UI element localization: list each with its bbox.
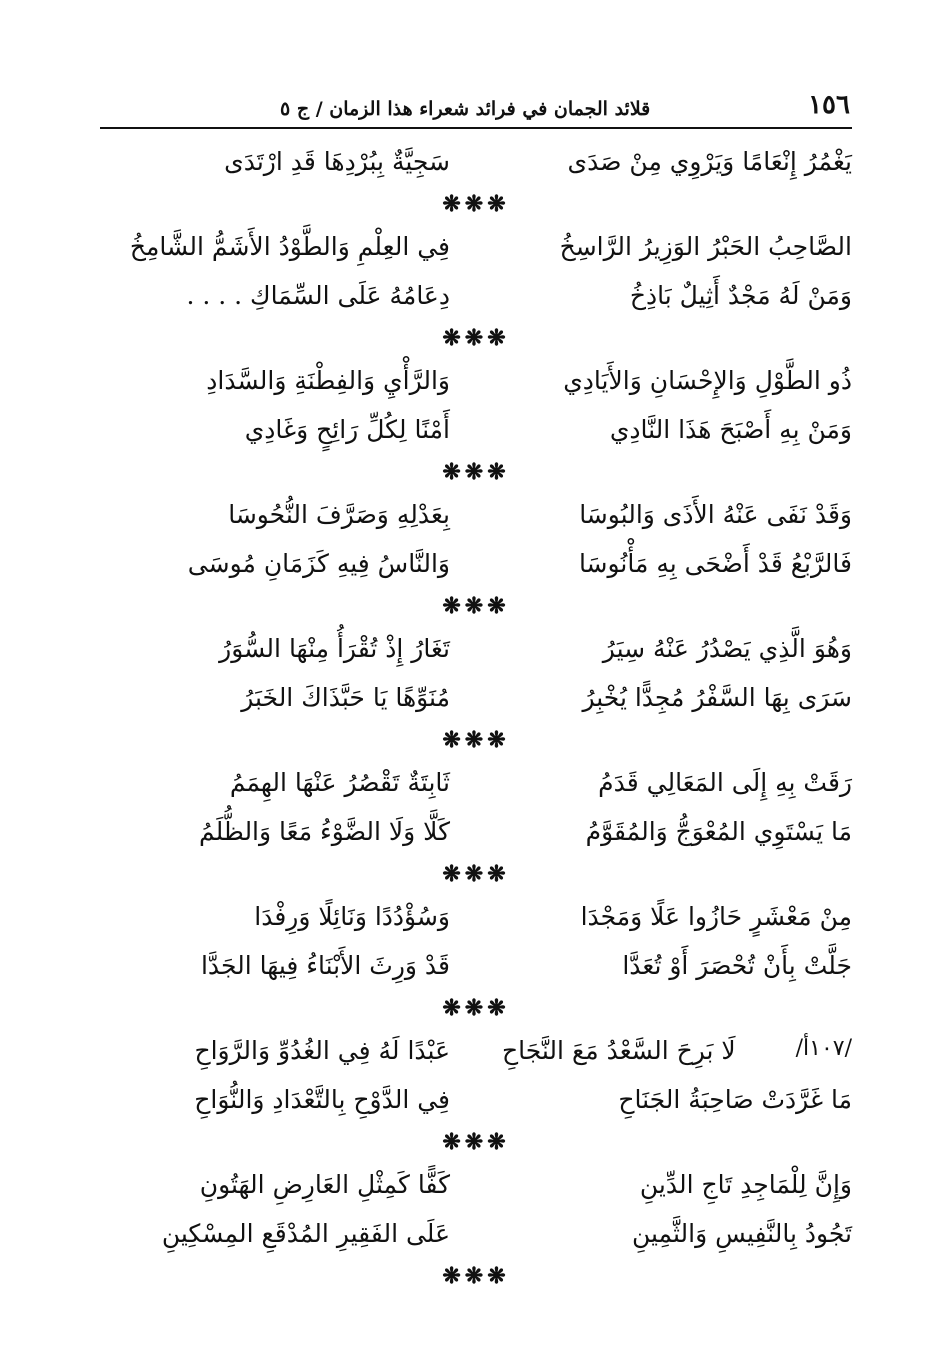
hemistich-text: سَجِيَّةٌ بِبُرْدِهَا قَدِ ارْتَدَى [224, 147, 450, 176]
stanza-separator: ❋❋❋ [442, 459, 510, 485]
stanza [100, 1026, 852, 1124]
hemistich-text: فَالرَّبْعُ قَدْ أَضْحَى بِهِ مَأْنُوسَا [578, 549, 852, 578]
hemistich-text: أَمْنًا لِكُلِّ رَائِحٍ وَغَادِي [244, 415, 450, 444]
first-hemistich [502, 1221, 852, 1246]
hemistich-text: وَمَنْ لَهُ مَجْدٌ أَثِيلٌ بَاذِخُ [629, 281, 852, 310]
verse-line [100, 490, 852, 539]
hemistich-text: جَلَّتْ بِأَنْ تُحْصَرَ أَوْ تُعَدَّا [622, 951, 852, 980]
hemistich-text: بِعَدْلِهِ وَصَرَّفَ النُّحُوسَا [228, 500, 450, 529]
second-hemistich [100, 417, 450, 442]
second-hemistich [100, 502, 450, 527]
hemistich-text: تَغَارُ إِذْ تُقْرَأُ مِنْهَا السُّوَرُ [219, 634, 450, 663]
stanza-separator: ❋❋❋ [442, 593, 510, 619]
stanza [100, 624, 852, 722]
second-hemistich [100, 770, 450, 795]
hemistich-text: مِنْ مَعْشَرٍ حَازُوا عَلًا وَمَجْدَا [580, 902, 852, 931]
second-hemistich [100, 685, 450, 710]
hemistich-text: وَالرَّأْيِ وَالفِطْنَةِ وَالسَّدَادِ [206, 366, 450, 395]
hemistich-text: فِي العِلْمِ وَالطَّوْدُ الأَشَمُّ الشَّامِخُ [129, 232, 450, 261]
hemistich-text: مُنَوِّهًا يَا حَبَّذَاكَ الخَبَرُ [241, 683, 450, 712]
stanza [100, 1160, 852, 1258]
second-hemistich [100, 551, 450, 576]
second-hemistich [100, 1221, 450, 1246]
hemistich-text: عَلَى الفَقِيرِ المُدْقَعِ المِسْكِينِ [161, 1219, 450, 1248]
hemistich-text: سَرَى بِهَا السَّفْرُ مُجِدًّا يُخْبِرُ [582, 683, 852, 712]
second-hemistich [100, 149, 450, 174]
second-hemistich [100, 283, 450, 308]
second-hemistich [100, 1172, 450, 1197]
stanza [100, 222, 852, 320]
stanza-separator: ❋❋❋ [442, 1263, 510, 1289]
stanza-separator: ❋❋❋ [442, 727, 510, 753]
verse-line [100, 941, 852, 990]
page-header [100, 80, 850, 120]
hemistich-text: وَإِنَّ لِلْمَاجِدِ تَاجِ الدِّينِ [639, 1170, 852, 1199]
first-hemistich [502, 368, 852, 393]
verse-line [100, 1209, 852, 1258]
verse-line [100, 758, 852, 807]
verse-line [100, 222, 852, 271]
hemistich-text: قَدْ وَرِثَ الأَبْنَاءُ فِيهَا الجَدَّا [200, 951, 450, 980]
first-hemistich [502, 417, 852, 442]
first-hemistich [502, 904, 852, 929]
second-hemistich [100, 636, 450, 661]
second-hemistich [100, 819, 450, 844]
verse-line [100, 271, 852, 320]
verse-line [100, 807, 852, 856]
verse-line [100, 673, 852, 722]
verse-line [100, 405, 852, 454]
second-hemistich [100, 368, 450, 393]
first-hemistich [502, 1087, 852, 1112]
first-hemistich [502, 149, 852, 174]
second-hemistich [100, 953, 450, 978]
hemistich-text: عَبْدًا لَهُ فِي الغُدُوِّ وَالرَّوَاحِ [194, 1036, 450, 1065]
stanza-separator: ❋❋❋ [442, 325, 510, 351]
first-hemistich [502, 636, 852, 661]
first-hemistich [502, 953, 852, 978]
verse-line [100, 1075, 852, 1124]
manuscript-folio-ref: /١٠٧أ/ [795, 1036, 852, 1061]
first-hemistich [502, 502, 852, 527]
hemistich-text: دِعَامُهُ عَلَى السِّمَاكِ . . . . [186, 281, 450, 310]
second-hemistich [100, 234, 450, 259]
hemistich-text: وَقَدْ نَفَى عَنْهُ الأَذَى وَالبُوسَا [579, 500, 852, 529]
verse-line [100, 1160, 852, 1209]
stanza [100, 356, 852, 454]
hemistich-text: مَا غَرَّدَتْ صَاحِبَةُ الجَنَاحِ [618, 1085, 852, 1114]
first-hemistich [502, 283, 852, 308]
hemistich-text: وَمَنْ بِهِ أَصْبَحَ هَذَا النَّادِي [609, 415, 852, 444]
stanza [100, 892, 852, 990]
first-hemistich [502, 1038, 852, 1063]
hemistich-text: لَا بَرِحَ السَّعْدُ مَعَ النَّجَاحِ [502, 1036, 736, 1065]
header-rule [100, 127, 852, 129]
hemistich-text: مَا يَسْتَوِي المُعْوَجُّ وَالمُقَوَّمُ [585, 817, 852, 846]
first-hemistich [502, 1172, 852, 1197]
stanza-separator: ❋❋❋ [442, 861, 510, 887]
second-hemistich [100, 1087, 450, 1112]
stanza [100, 490, 852, 588]
hemistich-text: يَغْمُرُ إِنْعَامًا وَيَرْوِي مِنْ صَدَى [567, 147, 852, 176]
hemistich-text: الصَّاحِبُ الحَبْرُ الوَزِيرُ الرَّاسِخُ [559, 232, 852, 261]
running-title: قلائد الجمان في فرائد شعراء هذا الزمان / ج ٥ [280, 98, 651, 120]
first-hemistich [502, 234, 852, 259]
hemistich-text: وَالنَّاسُ فِيهِ كَزَمَانِ مُوسَى [187, 549, 450, 578]
verse-line [100, 1026, 852, 1075]
hemistich-text: وَهُوَ الَّذِي يَصْدُرُ عَنْهُ سِيَرُ [602, 634, 852, 663]
verse-line [100, 539, 852, 588]
second-hemistich [100, 904, 450, 929]
stanza [100, 758, 852, 856]
first-hemistich [502, 819, 852, 844]
verse-line [100, 137, 852, 186]
page-number: ١٥٦ [808, 90, 850, 120]
verse-line [100, 892, 852, 941]
stanza-separator: ❋❋❋ [442, 1129, 510, 1155]
poem-body [100, 137, 852, 1294]
hemistich-text: رَقَتْ بِهِ إِلَى المَعَالِي قَدَمُ [598, 768, 852, 797]
verse-line [100, 356, 852, 405]
stanza-separator: ❋❋❋ [442, 191, 510, 217]
hemistich-text: ذُو الطَّوْلِ وَالإِحْسَانِ وَالأَيَادِي [563, 366, 852, 395]
verse-line [100, 624, 852, 673]
first-hemistich [502, 770, 852, 795]
hemistich-text: فِي الدَّوْحِ بِالتَّعْدَادِ وَالنُّوَاحِ [194, 1085, 450, 1114]
hemistich-text: كَلَّا وَلَا الضَّوْءُ مَعًا وَالظُّلَمُ [199, 817, 450, 846]
stanza [100, 137, 852, 186]
hemistich-text: ثَابِتَةٌ تَقْصُرُ عَنْهَا الهِمَمُ [229, 768, 450, 797]
stanza-separator: ❋❋❋ [442, 995, 510, 1021]
first-hemistich [502, 685, 852, 710]
hemistich-text: تَجُودُ بِالنَّفِيسِ وَالثَّمِينِ [631, 1219, 852, 1248]
hemistich-text: وَسُؤْدُدًا وَنَائِلًا وَرِفْدَا [254, 902, 450, 931]
first-hemistich [502, 551, 852, 576]
hemistich-text: كَفًّا كَمِثْلِ العَارِضِ الهَتُونِ [199, 1170, 450, 1199]
second-hemistich [100, 1038, 450, 1063]
